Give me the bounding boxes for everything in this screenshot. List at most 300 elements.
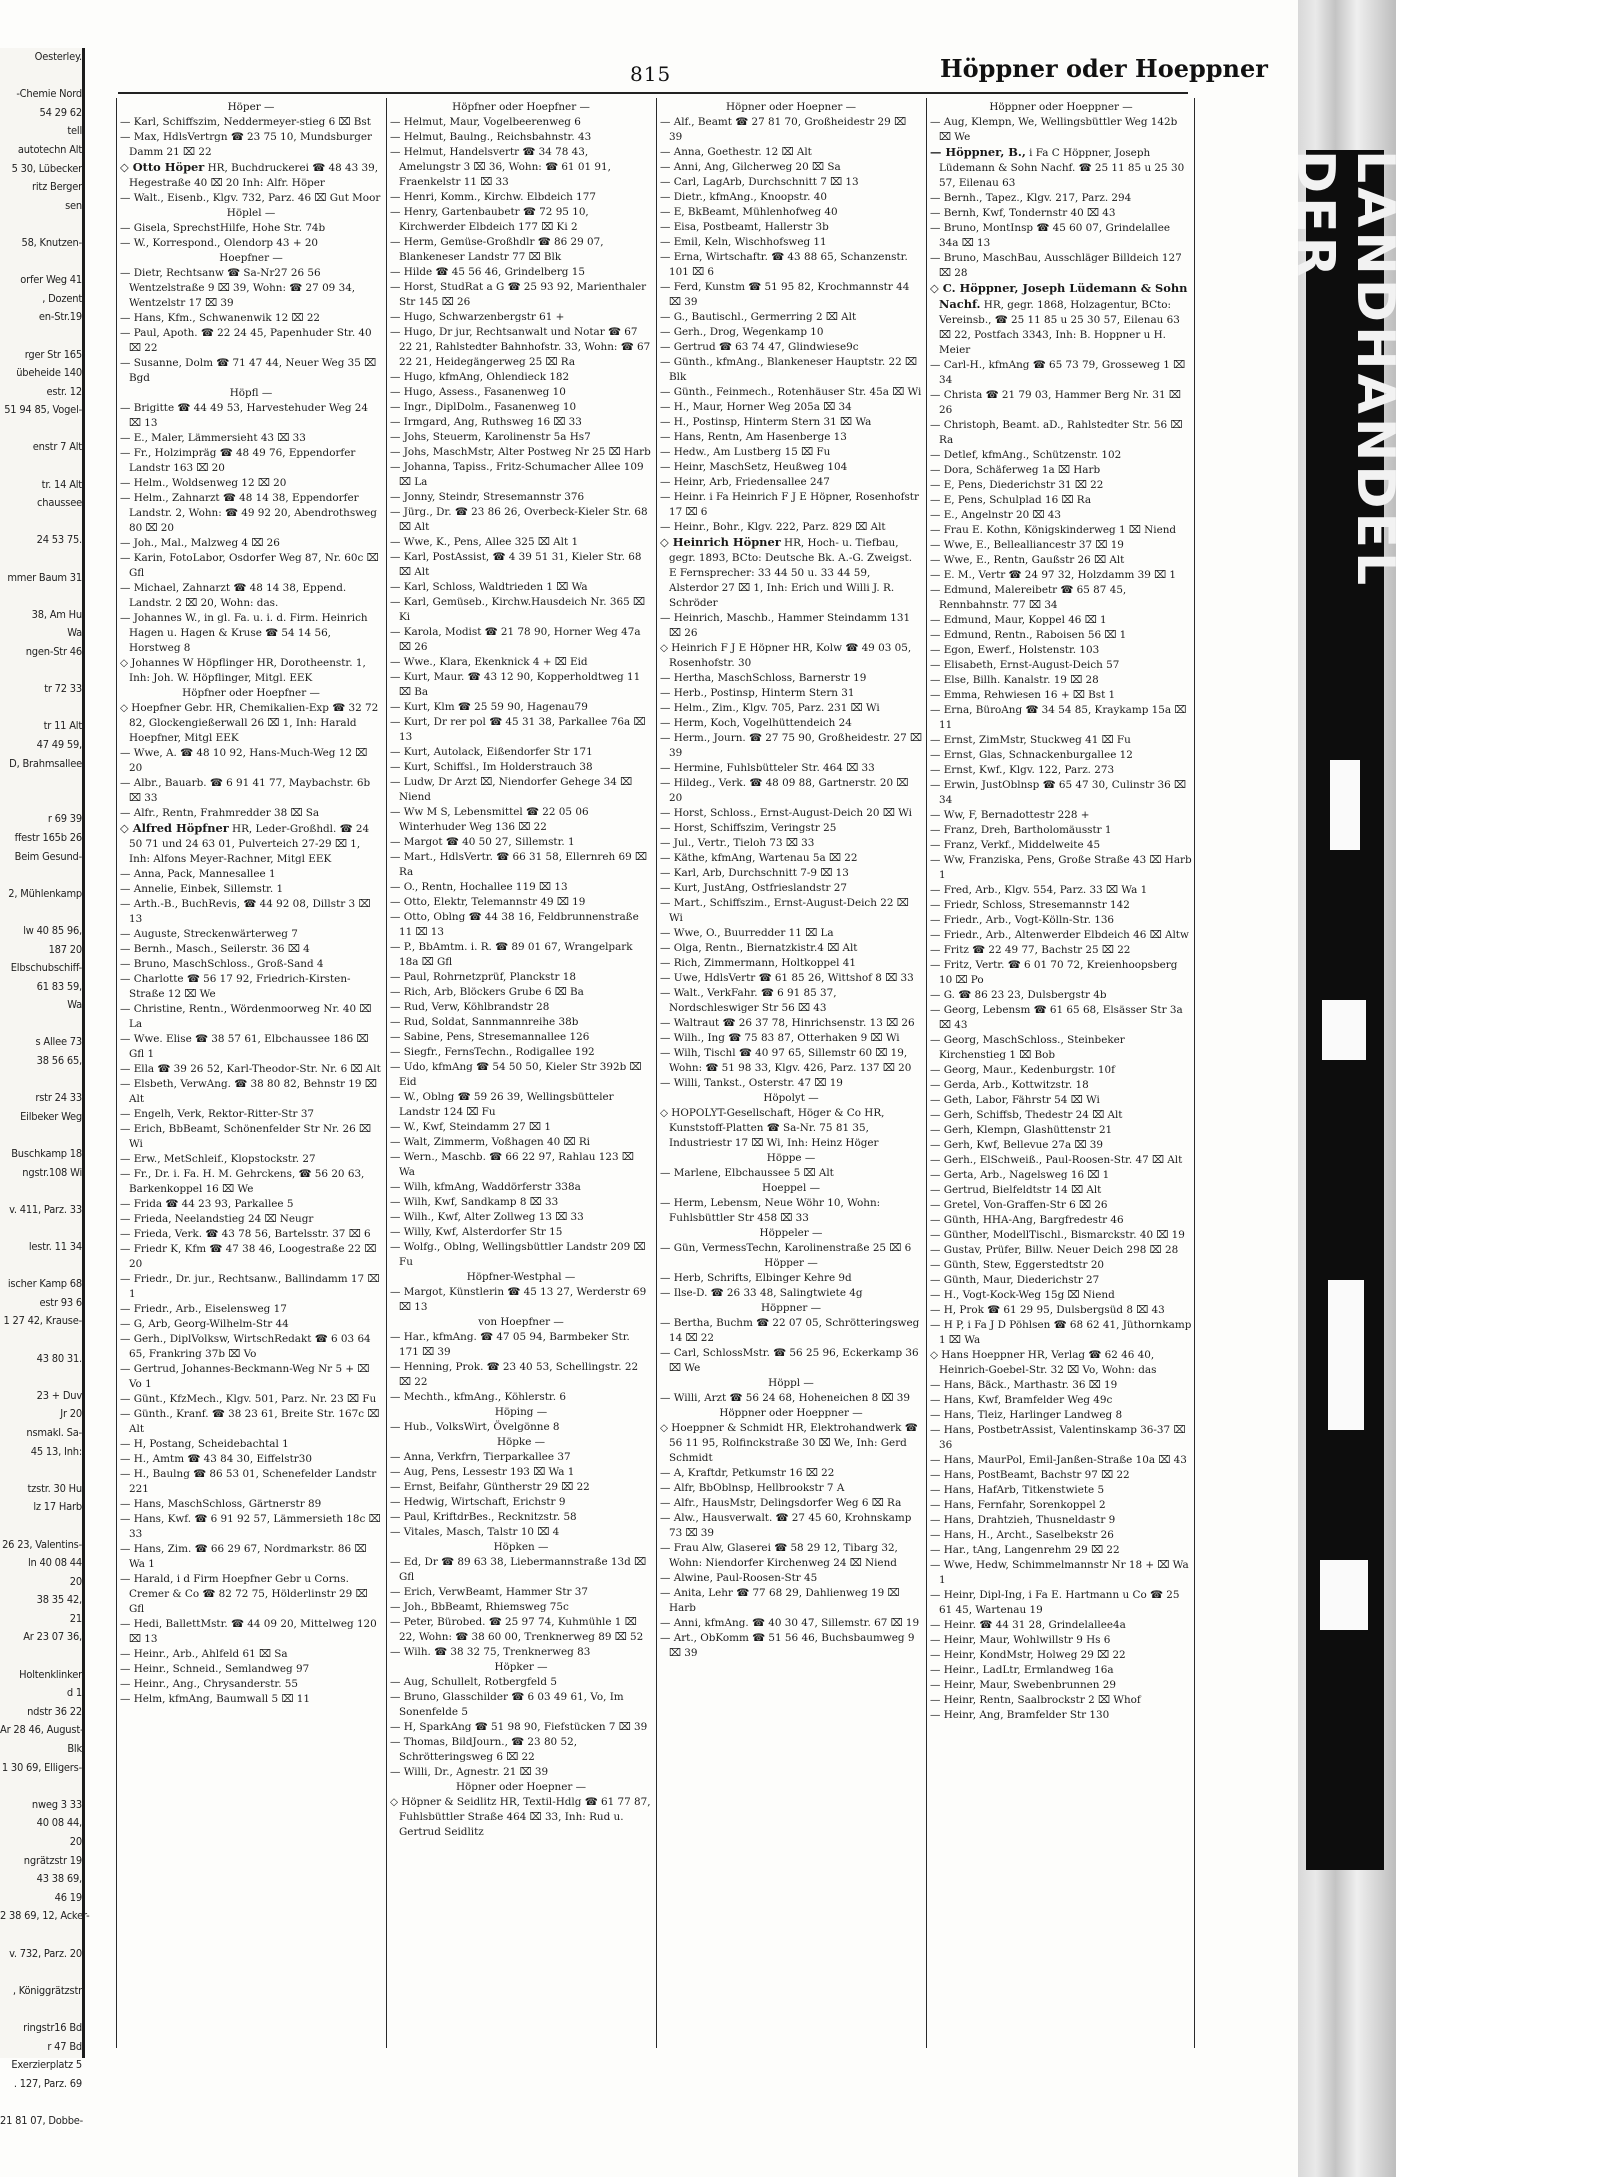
entry-text: — Else, Billh. Kanalstr. 19 ⌧ 28: [930, 674, 1099, 686]
entry-firm-name: — Höppner, B.,: [930, 145, 1026, 159]
entry-text: — Geth, Labor, Fährstr 54 ⌧ Wi: [930, 1094, 1100, 1106]
entry-text: — Hans, HafArb, Titkenstwiete 5: [930, 1484, 1105, 1496]
sliver-line: ischer Kamp 68: [7, 1277, 82, 1291]
entry-text: — Herb., Postinsp, Hinterm Stern 31: [660, 687, 855, 699]
entry-text: — Har., tAng, Langenrehm 29 ⌧ 22: [930, 1544, 1120, 1556]
entry-text: — Carl-H., kfmAng ☎ 65 73 79, Grosseweg 1 ⌧ 34: [930, 359, 1186, 386]
entry-text: HR, Leder-Großhdl. ☎ 24 50 71 und 24 63 01, Pulverteich 27-29 ⌧ 1, Inh: Alfons Meyer-Rachner, Mitgl EEK: [129, 823, 370, 865]
entry-text: — Charlotte ☎ 56 17 92, Friedrich-Kirsten-Straße 12 ⌧ We: [120, 973, 351, 1000]
sliver-line: übeheide 140: [16, 366, 82, 380]
entry-text: — H, SparkAng ☎ 51 98 90, Fiefstücken 7 ⌧ 39: [390, 1721, 648, 1733]
directory-entry: [660, 776, 922, 806]
directory-entry: [390, 445, 652, 460]
entry-text: ◇ Höpner & Seidlitz HR, Textil-Hdlg ☎ 61 77 87, Fuhlsbüttler Straße 464 ⌧ 33, Inh: Rud u. Gertrud Seidlitz: [390, 1796, 651, 1838]
entry-text: — Anni, kfmAng. ☎ 40 30 47, Sillemstr. 67 ⌧ 19: [660, 1617, 920, 1629]
entry-text: — Jonny, Steindr, Stresemannstr 376: [390, 491, 585, 503]
directory-entry: [930, 943, 1192, 958]
entry-text: — Hildeg., Verk. ☎ 48 09 88, Gartnerstr. 20 ⌧ 20: [660, 777, 909, 804]
entry-text: — Hugo, kfmAng, Ohlendieck 182: [390, 371, 570, 383]
entry-text: — Hans, Tleiz, Harlinger Landweg 8: [930, 1409, 1123, 1421]
directory-entry: [660, 1481, 922, 1496]
directory-entry: [390, 700, 652, 715]
entry-text: — Hans, Kwf, Bramfelder Weg 49c: [930, 1394, 1113, 1406]
entry-text: — Albr., Bauarb. ☎ 6 91 41 77, Maybachstr. 6b ⌧ 33: [120, 777, 371, 804]
entry-text: — Hans, Bäck., Marthastr. 36 ⌧ 19: [930, 1379, 1118, 1391]
directory-entry: [660, 821, 922, 836]
directory-entry: [930, 1273, 1192, 1288]
entry-text: — Fred, Arb., Klgv. 554, Parz. 33 ⌧ Wa 1: [930, 884, 1148, 896]
entry-text: — Michael, Zahnarzt ☎ 48 14 38, Eppend. Landstr. 2 ⌧ 20, Wohn: das.: [120, 582, 347, 609]
entry-text: — Carl, SchlossMstr. ☎ 56 25 96, Eckerkamp 36 ⌧ We: [660, 1347, 919, 1374]
entry-text: — Otto, Oblng ☎ 44 38 16, Feldbrunnenstraße 11 ⌧ 13: [390, 911, 639, 938]
directory-entry: [660, 701, 922, 716]
entry-text: — Alwine, Paul-Roosen-Str 45: [660, 1572, 818, 1584]
entry-text: — Gerh, Kwf, Bellevue 27a ⌧ 39: [930, 1139, 1103, 1151]
entry-text: — Christoph, Beamt. aD., Rahlstedter Str. 56 ⌧ Ra: [930, 419, 1183, 446]
directory-entry: [930, 1558, 1192, 1588]
directory-entry: [390, 1315, 652, 1330]
entry-text: — Wolfg., Oblng, Wellingsbüttler Landstr 209 ⌧ Fu: [390, 1241, 646, 1268]
directory-entry: [120, 1362, 382, 1392]
directory-entry: [120, 206, 382, 221]
sliver-line: 43 38 69,: [36, 1872, 82, 1886]
directory-entry: [930, 1318, 1192, 1348]
entry-text: — Waltraut ☎ 26 37 78, Hinrichsenstr. 13 ⌧ 26: [660, 1017, 915, 1029]
directory-entry: [390, 370, 652, 385]
entry-text: — Anna, Pack, Mannesallee 1: [120, 868, 276, 880]
entry-text: — Joh., Mal., Malzweg 4 ⌧ 26: [120, 537, 280, 549]
entry-text: — Dora, Schäferweg 1a ⌧ Harb: [930, 464, 1101, 476]
directory-entry: [930, 1663, 1192, 1678]
sliver-line: [0, 550, 82, 569]
entry-text: — Bruno, Glasschilder ☎ 6 03 49 61, Vo, Im Sonenfelde 5: [390, 1691, 624, 1718]
sliver-line: sen: [65, 198, 82, 212]
sliver-line: [0, 1015, 82, 1034]
entry-text: — H, Prok ☎ 61 29 95, Dulsbergsüd 8 ⌧ 43: [930, 1304, 1165, 1316]
directory-entry: [390, 490, 652, 505]
entry-text: — Friedr., Arb., Altenwerder Elbdeich 46 ⌧ Altw: [930, 929, 1189, 941]
directory-entry: [390, 1645, 652, 1660]
directory-entry: [930, 643, 1192, 658]
directory-entry: [120, 821, 382, 867]
sliver-line: v. 732, Parz. 20: [9, 1946, 82, 1960]
directory-entry: [390, 1420, 652, 1435]
directory-entry: [120, 251, 382, 266]
directory-entry: [660, 160, 922, 175]
directory-entry: [930, 883, 1192, 898]
entry-text: — Ernst, Glas, Schnackenburgallee 12: [930, 749, 1133, 761]
entry-text: Höpfner oder Hoepfner —: [452, 101, 590, 113]
entry-text: — Heinr. ☎ 44 31 28, Grindelallee4a: [930, 1619, 1126, 1631]
directory-entry: [390, 1090, 652, 1120]
directory-entry: [120, 701, 382, 746]
directory-entry: [390, 1015, 652, 1030]
directory-entry: [660, 385, 922, 400]
entry-text: — Vitales, Masch, Talstr 10 ⌧ 4: [390, 1526, 560, 1538]
directory-entry: [660, 355, 922, 385]
directory-entry: [390, 1585, 652, 1600]
directory-entry: [660, 1511, 922, 1541]
entry-text: — Hans, Zim. ☎ 66 29 67, Nordmarkstr. 86 ⌧ Wa 1: [120, 1543, 367, 1570]
entry-text: — E, Pens, Schulplad 16 ⌧ Ra: [930, 494, 1092, 506]
directory-entry: [120, 1302, 382, 1317]
directory-entry: [390, 100, 652, 115]
directory-entry: [930, 1243, 1192, 1258]
sliver-line: [0, 792, 82, 811]
entry-text: — H., Baulng ☎ 86 53 01, Schenefelder Landstr 221: [120, 1468, 377, 1495]
directory-entry: [930, 913, 1192, 928]
sliver-line: [0, 1331, 82, 1350]
directory-entry: [390, 280, 652, 310]
sliver-line: lw 40 85 96,: [23, 923, 82, 937]
entry-text: — Margot, Künstlerin ☎ 45 13 27, Werderstr 69 ⌧ 13: [390, 1286, 647, 1313]
sliver-line: [0, 903, 82, 922]
sliver-line: rstr 24 33: [35, 1091, 82, 1105]
directory-entry: [120, 1212, 382, 1227]
directory-entry: [390, 1225, 652, 1240]
sliver-line: [0, 1777, 82, 1796]
entry-text: — Helmut, Baulng., Reichsbahnstr. 43: [390, 131, 592, 143]
entry-text: — Edmund, Rentn., Raboisen 56 ⌧ 1: [930, 629, 1127, 641]
entry-text: — Frau E. Kothn, Königskinderweg 1 ⌧ Niend: [930, 524, 1177, 536]
directory-entry: [390, 460, 652, 490]
directory-entry: [390, 1120, 652, 1135]
directory-entry: [930, 928, 1192, 943]
entry-text: — W., Korrespond., Olendorp 43 + 20: [120, 237, 319, 249]
entry-text: — Elsbeth, VerwAng. ☎ 38 80 82, Behnstr 19 ⌧ Alt: [120, 1078, 377, 1105]
directory-entry: [390, 430, 652, 445]
sliver-line: Wa: [67, 626, 82, 640]
directory-entry: [660, 1016, 922, 1031]
entry-text: — Kurt, Dr rer pol ☎ 45 31 38, Parkallee 76a ⌧ 13: [390, 716, 646, 743]
sliver-line: [0, 2093, 82, 2112]
directory-entry: [930, 1633, 1192, 1648]
entry-text: — Udo, kfmAng ☎ 54 50 50, Kieler Str 392b ⌧ Eid: [390, 1061, 642, 1088]
directory-entry: [390, 1270, 652, 1285]
directory-entry: [930, 1348, 1192, 1378]
directory-entry: [660, 1541, 922, 1571]
entry-text: — Ernst, Beifahr, Güntherstr 29 ⌧ 22: [390, 1481, 590, 1493]
entry-text: — Walt., VerkFahr. ☎ 6 91 85 37, Nordschleswiger Str 56 ⌧ 43: [660, 987, 837, 1014]
directory-entry: [930, 1123, 1192, 1138]
directory-entry: [390, 1510, 652, 1525]
entry-text: Höpfl —: [229, 387, 273, 399]
directory-entry: [120, 927, 382, 942]
entry-text: — Gertrud, Johannes-Beckmann-Weg Nr 5 + ⌧ Vo 1: [120, 1363, 370, 1390]
entry-text: — Irmgard, Ang, Ruthsweg 16 ⌧ 33: [390, 416, 582, 428]
entry-text: — Gertrud ☎ 63 74 47, Glindwiese9c: [660, 341, 859, 353]
directory-entry: [120, 1152, 382, 1167]
entry-text: — Herm, Lebensm, Neue Wöhr 10, Wohn: Fuhlsbüttler Str 458 ⌧ 33: [660, 1197, 881, 1224]
entry-text: Höpolyt —: [763, 1092, 819, 1104]
directory-entry: [120, 806, 382, 821]
entry-text: — Aug, Schullelt, Rotbergfeld 5: [390, 1676, 557, 1688]
entry-text: — Willy, Kwf, Alsterdorfer Str 15: [390, 1226, 563, 1238]
directory-entry: [120, 266, 382, 311]
directory-entry: [930, 688, 1192, 703]
sliver-line: 46 19: [54, 1890, 82, 1904]
directory-entry: [930, 1003, 1192, 1033]
sliver-line: mmer Baum 31: [7, 570, 82, 584]
sliver-line: chaussee: [37, 496, 82, 510]
directory-entry: [660, 250, 922, 280]
directory-column-3: [660, 100, 922, 2040]
directory-entry: [660, 1301, 922, 1316]
entry-text: — Kurt, Klm ☎ 25 59 90, Hagenau79: [390, 701, 588, 713]
directory-entry: [660, 310, 922, 325]
directory-entry: [660, 1271, 922, 1286]
directory-entry: [390, 1060, 652, 1090]
entry-text: — H., Maur, Horner Weg 205a ⌧ 34: [660, 401, 852, 413]
directory-entry: [390, 1765, 652, 1780]
sliver-line: nweg 3 33: [31, 1797, 82, 1811]
entry-text: — Wilh, Kwf, Sandkamp 8 ⌧ 33: [390, 1196, 559, 1208]
entry-text: — Johanna, Tapiss., Fritz-Schumacher Allee 109 ⌧ La: [390, 461, 644, 488]
directory-entry: [660, 400, 922, 415]
directory-entry: [930, 1543, 1192, 1558]
entry-text: — Franz, Verkf., Middelweite 45: [930, 839, 1101, 851]
entry-text: — Anna, Verkfrn, Tierparkallee 37: [390, 1451, 571, 1463]
directory-entry: [930, 778, 1192, 808]
entry-text: — Günther, ModellTischl., Bismarckstr. 40 ⌧ 19: [930, 1229, 1185, 1241]
sliver-line: [0, 699, 82, 718]
entry-text: — H., Vogt-Kock-Weg 15g ⌧ Niend: [930, 1289, 1115, 1301]
directory-entry: [930, 463, 1192, 478]
directory-entry: [390, 910, 652, 940]
directory-entry: [930, 1408, 1192, 1423]
sliver-line: 58, Knutzen-: [21, 235, 82, 249]
entry-text: ◇ Hoeppner & Schmidt HR, Elektrohandwerk ☎ 56 11 95, Rolfinckstraße 30 ⌧ We, Inh: Gerd Schmidt: [660, 1422, 918, 1464]
sliver-line: [0, 513, 82, 532]
directory-entry: [120, 476, 382, 491]
directory-entry: [120, 957, 382, 972]
directory-entry: [660, 926, 922, 941]
entry-text: — H., Postinsp, Hinterm Stern 31 ⌧ Wa: [660, 416, 872, 428]
entry-text: — Peter, Bürobed. ☎ 25 97 74, Kuhmühle 1 ⌧ 22, Wohn: ☎ 38 60 00, Trenknerweg 89 ⌧ 52: [390, 1616, 644, 1643]
entry-text: — Hans, Rentn, Am Hasenberge 13: [660, 431, 847, 443]
directory-entry: [660, 1586, 922, 1616]
sliver-line: , Dozent: [42, 291, 82, 305]
entry-text: — Emil, Keln, Wischhofsweg 11: [660, 236, 827, 248]
entry-text: — Joh., BbBeamt, Rhiemsweg 75c: [390, 1601, 569, 1613]
entry-text: Höper —: [227, 101, 275, 113]
directory-entry: [660, 1226, 922, 1241]
sliver-line: enstr 7 Alt: [32, 440, 82, 454]
directory-entry: [930, 1468, 1192, 1483]
entry-text: — H P, i Fa J D Pöhlsen ☎ 68 62 41, Jüthornkamp 1 ⌧ Wa: [930, 1319, 1192, 1346]
entry-text: — Georg, Lebensm ☎ 61 65 68, Elsässer Str 3a ⌧ 43: [930, 1004, 1183, 1031]
entry-text: — Christa ☎ 21 79 03, Hammer Berg Nr. 31 ⌧ 26: [930, 389, 1181, 416]
directory-entry: [120, 1242, 382, 1272]
directory-entry: [930, 523, 1192, 538]
entry-text: — Günth., kfmAng., Blankeneser Hauptstr. 22 ⌧ Blk: [660, 356, 917, 383]
entry-text: — Günt., KfzMech., Klgv. 501, Parz. Nr. 23 ⌧ Fu: [120, 1393, 377, 1405]
directory-entry: [660, 1421, 922, 1466]
directory-entry: [120, 1692, 382, 1707]
sliver-line: r 47 Bd: [47, 2039, 82, 2053]
entry-text: Hoeppel —: [762, 1182, 820, 1194]
entry-text: — Bruno, MaschBau, Ausschläger Billdeich 127 ⌧ 28: [930, 252, 1182, 279]
directory-entry: [660, 641, 922, 671]
sliver-line: . 127, Parz. 69: [13, 2076, 82, 2090]
directory-entry: [120, 882, 382, 897]
entry-text: ◇ HOPOLYT-Gesellschaft, Höger & Co HR, Kunststoff-Platten ☎ Sa-Nr. 75 81 35, Industriestr 17 ⌧ Wi, Inh: Heinz Höger: [660, 1107, 885, 1149]
directory-entry: [930, 251, 1192, 281]
directory-entry: [120, 972, 382, 1002]
entry-text: — Kurt, Schiffsl., Im Holderstrauch 38: [390, 761, 593, 773]
sliver-line: [0, 1647, 82, 1666]
directory-entry: [930, 733, 1192, 748]
entry-text: Höppe —: [766, 1152, 816, 1164]
entry-text: — Hans, MaschSchloss, Gärtnerstr 89: [120, 1498, 322, 1510]
directory-entry: [930, 1513, 1192, 1528]
entry-text: — Hub., VolksWirt, Övelgönne 8: [390, 1421, 560, 1433]
entry-text: — Gün, VermessTechn, Karolinenstraße 25 ⌧ 6: [660, 1242, 912, 1254]
directory-entry: [120, 776, 382, 806]
directory-entry: [120, 656, 382, 686]
directory-entry: [930, 358, 1192, 388]
entry-text: — Günth, Stew, Eggerstedtstr 20: [930, 1259, 1105, 1271]
sliver-line: tell: [67, 124, 82, 138]
entry-text: — Heinr., Schneid., Semlandweg 97: [120, 1663, 310, 1675]
directory-entry: [660, 100, 922, 115]
directory-entry: [930, 988, 1192, 1003]
entry-text: — Alfr., Rentn, Frahmredder 38 ⌧ Sa: [120, 807, 320, 819]
directory-entry: [930, 1453, 1192, 1468]
sliver-line: tzstr. 30 Hu: [27, 1481, 82, 1495]
sliver-line: Exerzierplatz 5: [11, 2058, 82, 2072]
directory-entry: [930, 281, 1192, 358]
entry-text: — Aug, Pens, Lessestr 193 ⌧ Wa 1: [390, 1466, 575, 1478]
entry-text: — Thomas, BildJourn., ☎ 23 80 52, Schrötteringsweg 6 ⌧ 22: [390, 1736, 577, 1763]
directory-entry: [390, 880, 652, 895]
entry-text: — Jul., Vertr., Tieloh 73 ⌧ 33: [660, 837, 815, 849]
entry-text: — Friedr K, Kfm ☎ 47 38 46, Loogestraße 22 ⌧ 20: [120, 1243, 377, 1270]
directory-entry: [930, 1258, 1192, 1273]
directory-entry: [660, 340, 922, 355]
directory-entry: [390, 1675, 652, 1690]
entry-text: — Edmund, Malereibetr ☎ 65 87 45, Rennbahnstr. 77 ⌧ 34: [930, 584, 1127, 611]
directory-entry: [390, 835, 652, 850]
directory-entry: [930, 853, 1192, 883]
directory-entry: [120, 326, 382, 356]
entry-text: — Johs, MaschMstr, Alter Postweg Nr 25 ⌧ Harb: [390, 446, 651, 458]
directory-entry: [390, 1030, 652, 1045]
entry-text: Höpke —: [496, 1436, 546, 1448]
entry-text: — Heinr, Rentn, Saalbrockstr 2 ⌧ Whof: [930, 1694, 1141, 1706]
sliver-line: [0, 253, 82, 272]
entry-text: Höppeler —: [759, 1227, 823, 1239]
sliver-line: [0, 866, 82, 885]
entry-text: — Franz, Dreh, Bartholomäusstr 1: [930, 824, 1112, 836]
directory-entry: [930, 1198, 1192, 1213]
sliver-line: [0, 457, 82, 476]
entry-text: — W., Kwf, Steindamm 27 ⌧ 1: [390, 1121, 551, 1133]
sliver-line: 187 20: [48, 942, 82, 956]
directory-entry: [120, 686, 382, 701]
entry-text: — Günth, Maur, Diederichstr 27: [930, 1274, 1100, 1286]
entry-text: — Karola, Modist ☎ 21 78 90, Horner Weg 47a ⌧ 26: [390, 626, 641, 653]
directory-entry: [660, 535, 922, 611]
entry-text: — Helmut, Maur, Vogelbeerenweg 6: [390, 116, 581, 128]
directory-entry: [120, 1392, 382, 1407]
directory-entry: [930, 1393, 1192, 1408]
directory-entry: [930, 538, 1192, 553]
directory-entry: [660, 1496, 922, 1511]
entry-text: — Eisa, Postbeamt, Hallerstr 3b: [660, 221, 829, 233]
directory-entry: [660, 851, 922, 866]
entry-text: — Brigitte ☎ 44 49 53, Harvestehuder Weg 24 ⌧ 13: [120, 402, 369, 429]
entry-text: — Willi, Dr., Agnestr. 21 ⌧ 39: [390, 1766, 549, 1778]
directory-entry: [120, 100, 382, 115]
directory-entry: [930, 628, 1192, 643]
entry-text: — Sabine, Pens, Stresemannallee 126: [390, 1031, 590, 1043]
entry-text: — Alf., Beamt ☎ 27 81 70, Großheidestr 29 ⌧ 39: [660, 116, 907, 143]
sliver-line: 1 27 42, Krause-: [3, 1314, 82, 1328]
entry-text: — Kurt, Autolack, Eißendorfer Str 171: [390, 746, 593, 758]
sliver-line: ritz Berger: [31, 180, 82, 194]
entry-text: — Herb, Schrifts, Elbinger Kehre 9d: [660, 1272, 852, 1284]
entry-text: — Hilde ☎ 45 56 46, Grindelberg 15: [390, 266, 585, 278]
entry-text: — Karl, Schloss, Waldtrieden 1 ⌧ Wa: [390, 581, 588, 593]
entry-text: — Wwe, A. ☎ 48 10 92, Hans-Much-Weg 12 ⌧ 20: [120, 747, 368, 774]
directory-entry: [390, 1525, 652, 1540]
directory-entry: [120, 581, 382, 611]
entry-text: — Kurt, Maur. ☎ 43 12 90, Kopperholdtweg 11 ⌧ Ba: [390, 671, 641, 698]
directory-entry: [390, 1465, 652, 1480]
directory-entry: [390, 400, 652, 415]
directory-entry: [930, 703, 1192, 733]
entry-text: — Siegfr., FernsTechn., Rodigallee 192: [390, 1046, 595, 1058]
sliver-line: 45 13, Inh:: [30, 1444, 82, 1458]
directory-entry: [660, 190, 922, 205]
entry-text: i Fa C Höppner, Joseph Lüdemann & Sohn Nachf. ☎ 25 11 85 u 25 30 57, Eilenau 63: [939, 147, 1185, 189]
directory-entry: [660, 1376, 922, 1391]
directory-entry: [930, 448, 1192, 463]
sliver-line: [0, 1963, 82, 1982]
directory-entry: [660, 731, 922, 761]
entry-text: — Gustav, Prüfer, Billw. Neuer Deich 298 ⌧ 28: [930, 1244, 1179, 1256]
entry-text: — Wwe, O., Buurredder 11 ⌧ La: [660, 927, 834, 939]
directory-entry: [930, 418, 1192, 448]
entry-text: — Heinr, Maur, Swebenbrunnen 29: [930, 1679, 1117, 1691]
entry-text: — Harald, i d Firm Hoepfner Gebr u Corns. Cremer & Co ☎ 82 72 75, Hölderlinstr 29 ⌧ Gfl: [120, 1573, 368, 1615]
directory-entry: [660, 1316, 922, 1346]
directory-entry: [930, 958, 1192, 988]
directory-entry: [660, 220, 922, 235]
directory-entry: [390, 655, 652, 670]
entry-text: — Paul, KriftdrBes., Recknitzstr. 58: [390, 1511, 577, 1523]
directory-entry: [930, 478, 1192, 493]
entry-text: — Gisela, SprechstHilfe, Hohe Str. 74b: [120, 222, 326, 234]
sliver-line: tr 11 Alt: [43, 719, 82, 733]
sliver-line: [0, 215, 82, 234]
entry-text: — Egon, Ewerf., Holstenstr. 103: [930, 644, 1100, 656]
directory-entry: [660, 205, 922, 220]
directory-entry: [120, 1317, 382, 1332]
sliver-line: Blk: [67, 1742, 82, 1756]
entry-text: — Karin, FotoLabor, Osdorfer Weg 87, Nr. 60c ⌧ Gfl: [120, 552, 379, 579]
column-rule: [116, 98, 117, 2048]
entry-text: — Wwe. Elise ☎ 38 57 61, Elbchaussee 186 ⌧ Gfl 1: [120, 1033, 369, 1060]
directory-entry: [120, 1272, 382, 1302]
sliver-line: v. 411, Parz. 33: [9, 1202, 82, 1216]
directory-entry: [660, 415, 922, 430]
directory-entry: [660, 956, 922, 971]
entry-text: — Heinr, Dipl-Ing, i Fa E. Hartmann u Co ☎ 25 61 45, Wartenau 19: [930, 1589, 1180, 1616]
directory-entry: [390, 775, 652, 805]
entry-text: — Wwe, E., Rentn, Gaußstr 26 ⌧ Alt: [930, 554, 1125, 566]
